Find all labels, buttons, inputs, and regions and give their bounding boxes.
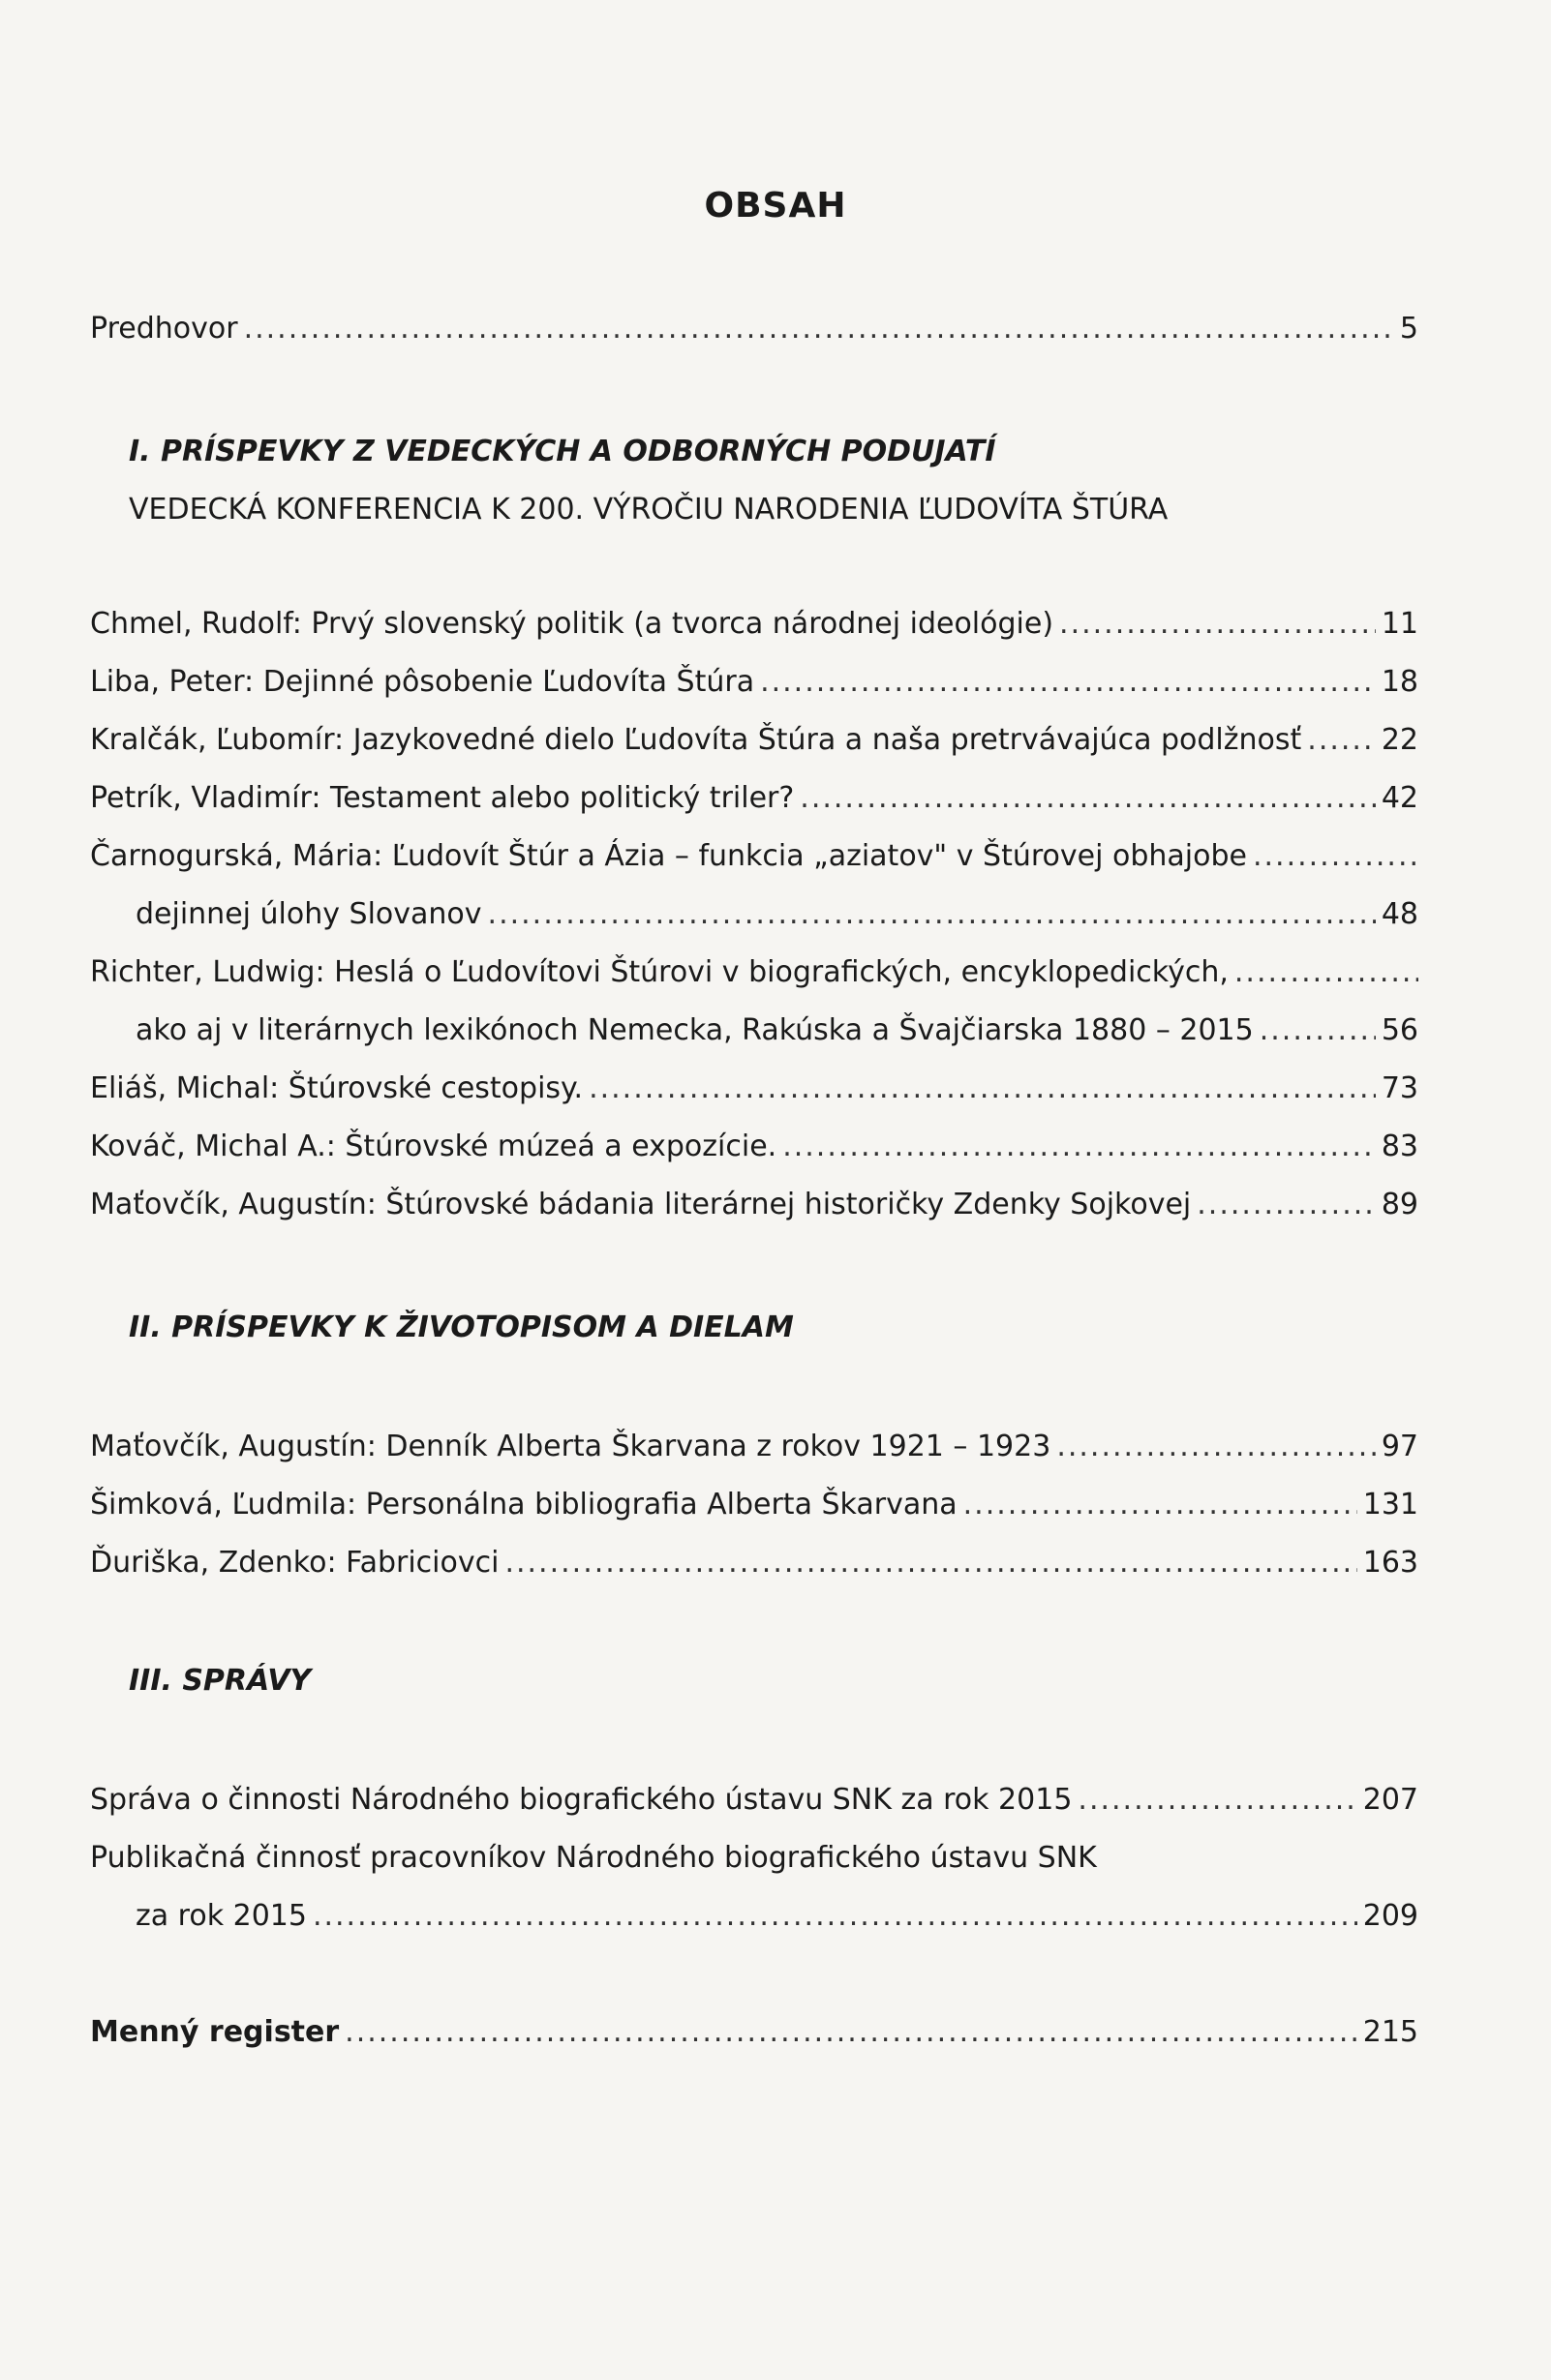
toc-entry (90, 951, 1418, 994)
toc-entry (90, 603, 1418, 646)
toc-entry-page: 56 (1381, 1013, 1418, 1047)
toc-entry (90, 777, 1418, 820)
leader-dots (244, 308, 1394, 350)
toc-entry-text: za rok 2015 (136, 1899, 307, 1933)
leader-dots (504, 1542, 1356, 1584)
toc-entry-text: Šimková, Ľudmila: Personálna bibliografia Alberta Škarvana (90, 1488, 958, 1521)
section-subheading-1: VEDECKÁ KONFERENCIA K 200. VÝROČIU NARODENIA ĽUDOVÍTA ŠTÚRA (129, 493, 1169, 527)
toc-entry-page: 215 (1362, 2015, 1418, 2049)
toc-entry-text: Kováč, Michal A.: Štúrovské múzeá a expozície. (90, 1130, 777, 1163)
toc-entry (90, 1426, 1418, 1468)
toc-entry-page: 163 (1362, 1546, 1418, 1580)
toc-entry-text: Richter, Ludwig: Heslá o Ľudovítovi Štúrovi v biografických, encyklopedických, (90, 955, 1229, 989)
leader-dots (1234, 951, 1418, 994)
toc-entry (90, 1068, 1418, 1110)
toc-entry-text: Maťovčík, Augustín: Štúrovské bádania literárnej historičky Zdenky Sojkovej (90, 1188, 1192, 1221)
toc-entry-text: dejinnej úlohy Slovanov (136, 897, 482, 931)
toc-entry-page: 83 (1381, 1130, 1418, 1163)
toc-entry-page: 42 (1381, 781, 1418, 815)
toc-entry-page: 209 (1362, 1899, 1418, 1933)
section-heading-2: II. PRÍSPEVKY K ŽIVOTOPISOM A DIELAM (129, 1311, 794, 1344)
toc-entry-text: Menný register (90, 2015, 340, 2049)
toc-entry-page: 48 (1381, 897, 1418, 931)
leader-dots (345, 2011, 1357, 2054)
toc-entry-page: 89 (1381, 1188, 1418, 1221)
leader-dots (800, 777, 1376, 820)
page-title: OBSAH (704, 186, 847, 226)
leader-dots (1059, 603, 1376, 646)
toc-entry-text: ako aj v literárnych lexikónoch Nemecka, Rakúska a Švajčiarska 1880 – 2015 (136, 1013, 1254, 1047)
toc-entry (90, 1484, 1418, 1526)
leader-dots (1260, 1009, 1376, 1052)
toc-entry-continuation (136, 1895, 1418, 1938)
leader-dots (782, 1126, 1376, 1168)
leader-dots (488, 893, 1376, 936)
toc-entry-page: 73 (1381, 1071, 1418, 1105)
leader-dots (1197, 1184, 1376, 1226)
toc-entry-page: 18 (1381, 665, 1418, 699)
toc-entry-text: Publikačná činnosť pracovníkov Národného biografického ústavu SNK (90, 1841, 1097, 1875)
toc-entry (90, 1184, 1418, 1226)
toc-entry (90, 719, 1418, 762)
toc-entry (90, 1779, 1418, 1822)
section-heading-1: I. PRÍSPEVKY Z VEDECKÝCH A ODBORNÝCH PODUJATÍ (129, 435, 996, 468)
leader-dots (1253, 835, 1418, 878)
toc-entry-text: Maťovčík, Augustín: Denník Alberta Škarvana z rokov 1921 – 1923 (90, 1430, 1051, 1463)
toc-entry-text: Kralčák, Ľubomír: Jazykovedné dielo Ľudovíta Štúra a naša pretrvávajúca podlžnosť (90, 723, 1302, 757)
leader-dots (1307, 719, 1376, 762)
toc-entry-preface (90, 308, 1418, 350)
toc-entry-text: Liba, Peter: Dejinné pôsobenie Ľudovíta Štúra (90, 665, 755, 699)
toc-entry-text: Čarnogurská, Mária: Ľudovít Štúr a Ázia – funkcia „aziatov" v Štúrovej obhajobe (90, 839, 1247, 873)
toc-entry-page: 131 (1362, 1488, 1418, 1521)
toc-entry-page: 5 (1399, 312, 1418, 346)
toc-entry-page: 207 (1362, 1783, 1418, 1817)
leader-dots (313, 1895, 1357, 1938)
toc-entry (90, 1837, 1418, 1880)
toc-entry-text: Predhovor (90, 312, 238, 346)
toc-entry (90, 1542, 1418, 1584)
toc-entry-page: 11 (1381, 607, 1418, 641)
toc-entry-continuation (136, 1009, 1418, 1052)
toc-entry (90, 1126, 1418, 1168)
toc-entry-text: Správa o činnosti Národného biografického ústavu SNK za rok 2015 (90, 1783, 1073, 1817)
toc-entry-text: Ďuriška, Zdenko: Fabriciovci (90, 1546, 500, 1580)
leader-dots (760, 661, 1376, 704)
toc-entry-text: Petrík, Vladimír: Testament alebo politický triler? (90, 781, 795, 815)
toc-entry (90, 661, 1418, 704)
leader-dots (1056, 1426, 1376, 1468)
toc-entry-page: 22 (1381, 723, 1418, 757)
toc-entry-index (90, 2011, 1418, 2054)
toc-entry-continuation (136, 893, 1418, 936)
leader-dots (963, 1484, 1357, 1526)
toc-entry (90, 835, 1418, 878)
toc-entry-text: Chmel, Rudolf: Prvý slovenský politik (a tvorca národnej ideológie) (90, 607, 1054, 641)
leader-dots (589, 1068, 1376, 1110)
section-heading-3: III. SPRÁVY (129, 1664, 312, 1698)
toc-entry-text: Eliáš, Michal: Štúrovské cestopisy. (90, 1071, 584, 1105)
leader-dots (1078, 1779, 1356, 1822)
toc-entry-page: 97 (1381, 1430, 1418, 1463)
